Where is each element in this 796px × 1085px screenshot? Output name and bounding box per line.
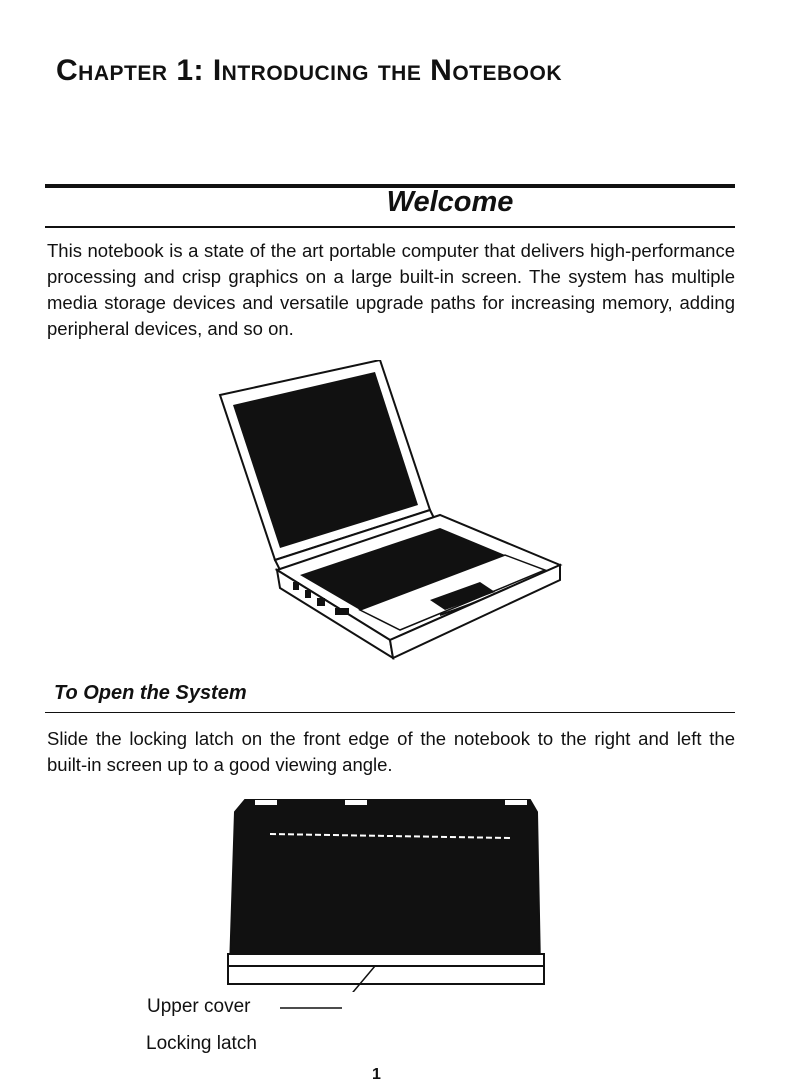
callout-leader-line — [280, 1000, 350, 1012]
section-heading: Welcome — [386, 186, 514, 218]
page-number: 1 — [372, 1066, 381, 1083]
open-instructions-paragraph: Slide the locking latch on the front edge of the notebook to the right and left the built-in screen up to a good viewing angle. — [47, 728, 735, 775]
intro-paragraph: This notebook is a state of the art portable computer that delivers high-performance processing and crisp graphics on a large built-in screen. The system has multiple media storage devices and versatile upgrade paths for increasing memory, adding peripheral devices, and so on. — [47, 240, 735, 339]
chapter-title: Chapter 1: Introducing the Notebook — [56, 54, 563, 87]
locking-latch-label: Locking latch — [146, 1033, 257, 1054]
section-rule-bottom — [45, 226, 735, 228]
closed-notebook-illustration — [225, 792, 545, 992]
subsection-heading: To Open the System — [54, 682, 247, 704]
open-notebook-illustration — [215, 360, 565, 660]
subsection-rule — [45, 712, 735, 713]
upper-cover-label: Upper cover — [147, 996, 251, 1017]
